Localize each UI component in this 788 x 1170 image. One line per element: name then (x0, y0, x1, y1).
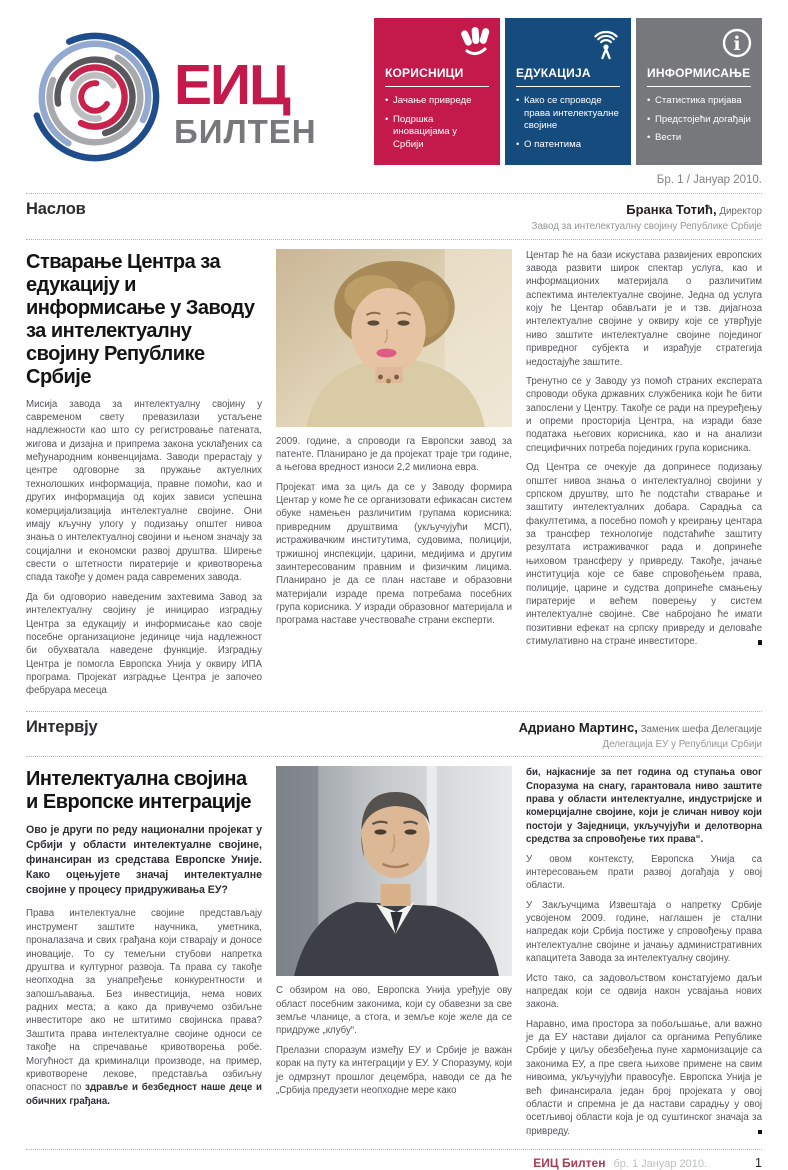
paragraph: У Закључцима Извештаја о напретку Србије усвојеном 2009. године, наглашен је стални напредак који Србија постиже у спровођењу права интелектуалне својине и јачању административних капацитета Завода за интелектуалну својину. (526, 899, 762, 965)
article1-col2 (276, 249, 512, 704)
article2-col1 (26, 766, 262, 1144)
paragraph: Пројекат има за циљ да се у Заводу формира Центар у коме ће се организовати ефикасан систем обуке намењен различитим групама корисника: привредним друштвима (укључујући МСП), истраживачким институтима, судовима, полицији, тржишној инспекцији, царини, медијима и другим заинтересованим правним и физичким лицима. Планирано је да се план наставе и образовни материјали израде према потребама посебних група корисника. У изради образовног материјала и програма наставе учествоваће страни експерти. (276, 481, 512, 627)
paragraph-bold-text: здравље и безбедност наше деце и обичних грађана. (26, 1082, 263, 1107)
masthead-box-edukacija (505, 18, 631, 165)
eic-spiral-logo-icon (26, 28, 164, 166)
box-list (516, 95, 620, 152)
box-list-item: • Предстојећи догађаји (647, 114, 751, 127)
paragraph: У овом контексту, Европска Унија са интересовањем прати развој догађаја у овој области. (526, 853, 762, 892)
article2-col2 (276, 766, 512, 1144)
footer-issue: бр. 1 Јануар 2010. (613, 1158, 708, 1170)
box-list-item: • Подршка иновацијама у Србији (385, 114, 489, 152)
paragraph: Да би одговорио наведеним захтевима Завод за интелектуалну својину је иницирао изградњу Центра за едукацију и информисање као своје посебне организационе јединице чија надлежност би обухватала наведене функције. Изградњу Центра је помогла Европска Унија у оквиру ИПА програма. Пројекат изградње Центра је започео фебруара месеца (26, 591, 262, 697)
paragraph (26, 907, 262, 1108)
article1-col3 (526, 249, 762, 704)
article1-headline: Стварање Центра за едукацију и информисање у Заводу за интелектуалну својину Републике Србије (26, 250, 255, 388)
footer-page-number: 1 (755, 1156, 762, 1170)
box-title: ЕДУКАЦИЈА (516, 66, 620, 87)
section-header-naslov (26, 193, 762, 240)
masthead-box-korisnici (374, 18, 500, 165)
byline-name: Адриано Мартинс, (518, 719, 638, 735)
logo-text (174, 53, 317, 151)
box-title: ИНФОРМИСАЊЕ (647, 66, 751, 87)
byline-name: Бранка Тотић, (626, 202, 717, 217)
byline-org: Завод за интелектуалну својину Републике Србије (531, 220, 762, 232)
masthead (26, 18, 762, 166)
paragraph (526, 461, 762, 648)
footer-brand: ЕИЦ Билтен (533, 1156, 606, 1170)
box-list (647, 95, 751, 145)
page-footer (26, 1149, 762, 1170)
paragraph: Мисија завода за интелектуалну својину у савременом свету превазилази устаљене надлежности као што су регистровање патената, жигова и дизајна и припрема закона усклађених са међународним конвенцијама. Заводи прерастају у центре одговорне за пружање актуелних технолошких информација, правне помоћи, као и других информација од којих зависи успешна комерцијализација интелектуалне својине. Они имају кључну улогу у подизању општег нивоа знања о интелектуалној својини и њеном значају за социјални и економски развој друштва. Ширење свести о штетности пиратерије и кривотворења спада такође у домен рада савремених завода. (26, 398, 262, 584)
issue-line: Бр. 1 / Јануар 2010. (656, 174, 762, 186)
article2-headline: Интелектуална својина и Европске интеграције (26, 768, 252, 814)
box-list-item: • Како се спроводе права интелектуалне својине (516, 95, 620, 133)
logo-title: ЕИЦ (174, 53, 289, 117)
info-icon (717, 23, 757, 63)
logo-block (26, 28, 317, 166)
paragraph: Центар ће на бази искустава развијених европских завода развити широк спектар услуга, као и информационих материјала о различитим аспектима интелектуалне својине. Једна од услуга коју ће Центар обављати је и тзв. дијагноза интелектуалне својине у оквиру које се утврђује ниво заштите интелектуалне својине појединог привредног субјекта и израђује стратегија недостајуће заштите. (526, 249, 762, 368)
broadcast-icon (586, 23, 626, 63)
masthead-box-informisanje (636, 18, 762, 165)
box-list-item: • О патентима (516, 139, 620, 152)
byline-org: Делегација ЕУ у Републици Србији (602, 738, 762, 750)
paragraph: Прелазни споразум између ЕУ и Србије је важан корак на путу ка интеграцији у ЕУ. У Споразуму, који је одмрзнут прошлог децембра, наводи се да ће „Србија предузети неопходне мере како (276, 1044, 512, 1096)
portrait-man-image (276, 766, 512, 976)
masthead-boxes (374, 18, 762, 165)
byline-role: Заменик шефа Делегације (637, 723, 762, 735)
section-label: Наслов (26, 200, 86, 218)
end-of-article-marker (758, 640, 763, 645)
article2-col3 (526, 766, 762, 1144)
photo-branka-totic (276, 249, 512, 427)
interview-question: Ово је други по реду национални пројекат у Србији у области интелектуалне својине, финансиран из средстава Европске Уније. Како оцењујете значај интелектуалне својине у процесу придруживања ЕУ? (26, 824, 262, 897)
photo-adriano-martins (276, 766, 512, 976)
logo-subtitle: БИЛТЕН (174, 113, 317, 151)
paragraph-text: Од Центра се очекује да допринесе подизању општег нивоа знања о интелектуалној својини у српском друштву, што ће подстаћи стварање и заштиту интелектуалних добара. Сарадња са факултетима, а посебно помоћ у креирању центара за трансфер технологије подстаћиће заштиту резултата истраживачког рада и допринеће њиховом трансферу у привреду. Такође, јачање институција које се баве спровођењем права, полиције, царине и судства допринеће смањењу пиратерије и већем поверењу у систем интелектуалне својине. Све набројано ће имати позитивни ефекат на српску привреду и деловаће стимулативно на стране инвеститоре. (526, 462, 762, 648)
box-title: КОРИСНИЦИ (385, 66, 489, 87)
byline-adriano-martins (519, 718, 762, 752)
paragraph: С обзиром на ово, Европска Унија уређује ову област посебним законима, који су обавезни за све земље чланице, а стога, и земље које желе да се придруже „клубу“. (276, 985, 512, 1037)
paragraph-text: Права интелектуалне својине представљају инструмент заштите научника, уметника, проналазача и свих грађана који стварају и доносе иновације. То су темељни стубови напретка друштва и културног развоја. Та права су такође неопходна за унапређење конкурентности и запошљавања. Без инвестиција, нема нових радних места; а како да привучемо озбиљне инвеститоре ако не штитимо својинска права? Заштита права интелектуалне својине односи се такође на спречавање кривотворења робе. Могућност да криминалци производе, на пример, кривотворене лекове, представља озбиљну опасност по (26, 908, 262, 1094)
byline-branka-totic (532, 200, 762, 234)
box-list (385, 95, 489, 152)
article-center-creation (26, 249, 762, 704)
end-of-article-marker (758, 1130, 763, 1135)
article1-col1 (26, 249, 262, 704)
box-list-item: • Статистика пријава (647, 95, 751, 108)
paragraph (526, 1018, 762, 1138)
svg-text:i: i (733, 33, 741, 55)
section-header-intervju (26, 711, 762, 758)
paragraph: 2009. године, а спроводи га Европски завод за патенте. Планирано је да пројекат траје три године, а његова вредност износи 2,2 милиона евра. (276, 435, 512, 474)
box-list-item: • Јачање привреде (385, 95, 489, 108)
box-list-item: • Вести (647, 132, 751, 145)
paragraph: би, најкасније за пет година од ступања овог Споразума на снагу, гарантовала ниво заштите права у области интелектуалне, индустријске и комерцијалне својине, који је сличан нивоу који постоји у Заједници, укључујући и делотворна средства за спровођење тих права“. (526, 767, 762, 846)
applause-icon (455, 23, 495, 63)
paragraph-text: Наравно, има простора за побољшање, али важно је да ЕУ настави дијалог са органима Републике Србије у циљу обезбеђења пуне хармонизације са законима ЕУ, а пре свега њихове примене на свим нивоима, укључујући правосуђе. Европска Унија је већ финансирала један број пројеката у овој области и спремна је да настави сарадњу у овој осетљивој области која је од суштинског значаја за привреду. (526, 1018, 762, 1137)
portrait-woman-image (276, 249, 512, 427)
article-interview (26, 766, 762, 1144)
paragraph: Тренутно се у Заводу уз помоћ страних експерата спроводи обука државних службеника који ће бити запослени у Центру. Такође се ради на преуређењу и опреми просторија Центра, на изради базе података његових корисника, као и на анализи специфичних потреба појединих група корисника. (526, 375, 762, 454)
paragraph: Исто тако, са задовољством констатујемо даљи напредак који се одвија након усвајања нових закона. (526, 972, 762, 1011)
byline-role: Директор (716, 206, 762, 217)
section-label: Интервју (26, 717, 98, 736)
